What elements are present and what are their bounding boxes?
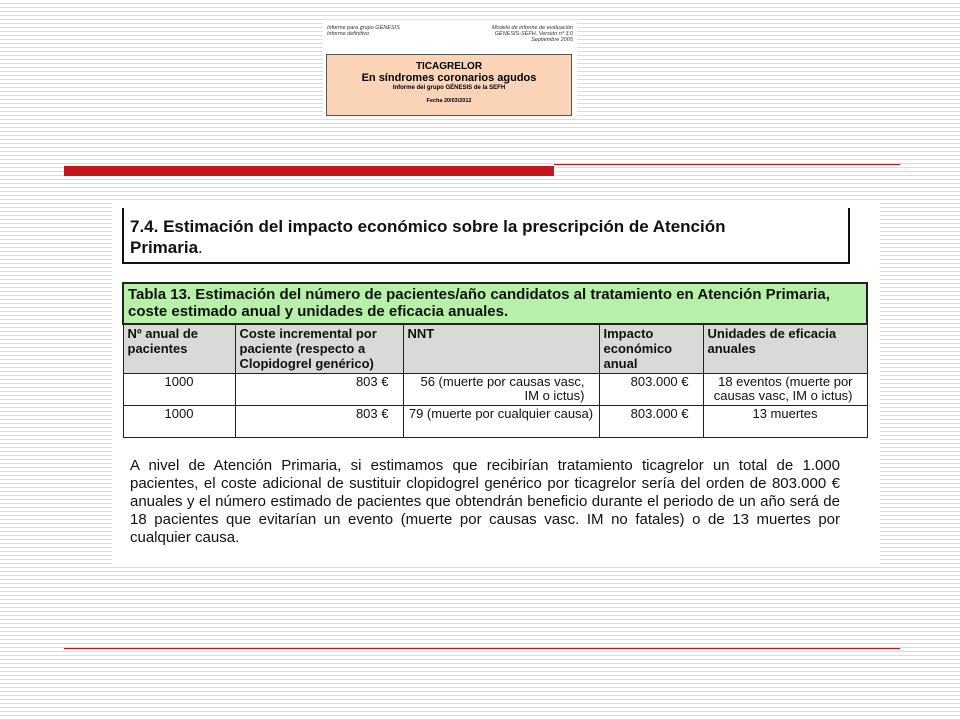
red-divider-thin-top [554, 164, 900, 165]
estimation-table [122, 282, 868, 438]
red-divider-thin-bottom [64, 648, 900, 649]
summary-paragraph: A nivel de Atención Primaria, si estimamos que recibirían tratamiento ticagrelor un total de 1.000 pacientes, el coste adicional de sustituir clopidogrel genérico por ticagrelor sería del orden de 803.000 € anuales y el número estimado de pacientes que obtendrán beneficio durante el periodo de un año será de 18 pacientes que evitarían un evento (muerte por causas vasc. IM no fatales) o de 13 muertes por cualquier causa. [130, 457, 840, 546]
table-cell-cost: 803 € [235, 374, 403, 406]
report-title: TICAGRELOR [415, 61, 483, 72]
table-cell-efficacy: 18 eventos (muerte por causas vasc, IM o ictus) [703, 374, 867, 406]
header-meta-left-1: Informe para grupo GÉNESIS [327, 25, 400, 31]
document-excerpt [112, 202, 880, 564]
table-cell-cost: 803 € [235, 406, 403, 438]
header-meta-right-3: Septiembre 2005 [531, 37, 573, 43]
table-header-nnt: NNT [403, 324, 599, 374]
table-row [123, 374, 867, 406]
header-meta-right [463, 25, 573, 43]
table-header-row [123, 324, 867, 374]
section-heading-line1: 7.4. Estimación del impacto económico sobre la prescripción de Atención [130, 217, 726, 236]
table-cell-impact: 803.000 € [599, 374, 703, 406]
header-meta [327, 25, 573, 47]
table-header-impact: Impacto económico anual [599, 324, 703, 374]
table-cell-patients: 1000 [123, 406, 235, 438]
section-heading-period: . [198, 238, 203, 257]
report-subtitle: En síndromes coronarios agudos [361, 72, 537, 84]
table-caption: Tabla 13. Estimación del número de pacientes/año candidatos al tratamiento en Atención Primaria, coste estimado anual y unidades de eficacia anuales. [123, 283, 867, 324]
header-meta-right-2: GÉNESIS-SEFH. Versión nº 3.0 [494, 31, 573, 37]
red-divider-thick [64, 166, 554, 176]
header-meta-left [327, 25, 447, 37]
table-header-patients: Nº anual de pacientes [123, 324, 235, 374]
table-cell-nnt: 56 (muerte por causas vasc, IM o ictus) [403, 374, 599, 406]
section-heading-box [122, 208, 850, 264]
table-header-efficacy: Unidades de eficacia anuales [703, 324, 867, 374]
table-row [123, 406, 867, 438]
report-title-box [326, 54, 572, 116]
report-date: Fecha 20/03/2012 [426, 98, 472, 104]
table-header-cost: Coste incremental por paciente (respecto a Clopidogrel genérico) [235, 324, 403, 374]
table-cell-impact: 803.000 € [599, 406, 703, 438]
report-group-line: Informe del grupo GÉNESIS de la SEFH [392, 85, 506, 91]
document-header-image [323, 22, 577, 118]
table-cell-patients: 1000 [123, 374, 235, 406]
header-meta-right-1: Modelo de informe de evaluación [491, 25, 573, 31]
table-cell-efficacy: 13 muertes [703, 406, 867, 438]
table-cell-nnt: 79 (muerte por cualquier causa) [403, 406, 599, 438]
header-meta-left-2: Informe definitivo [327, 31, 369, 37]
section-heading [130, 216, 830, 258]
section-heading-line2: Primaria [130, 238, 199, 257]
